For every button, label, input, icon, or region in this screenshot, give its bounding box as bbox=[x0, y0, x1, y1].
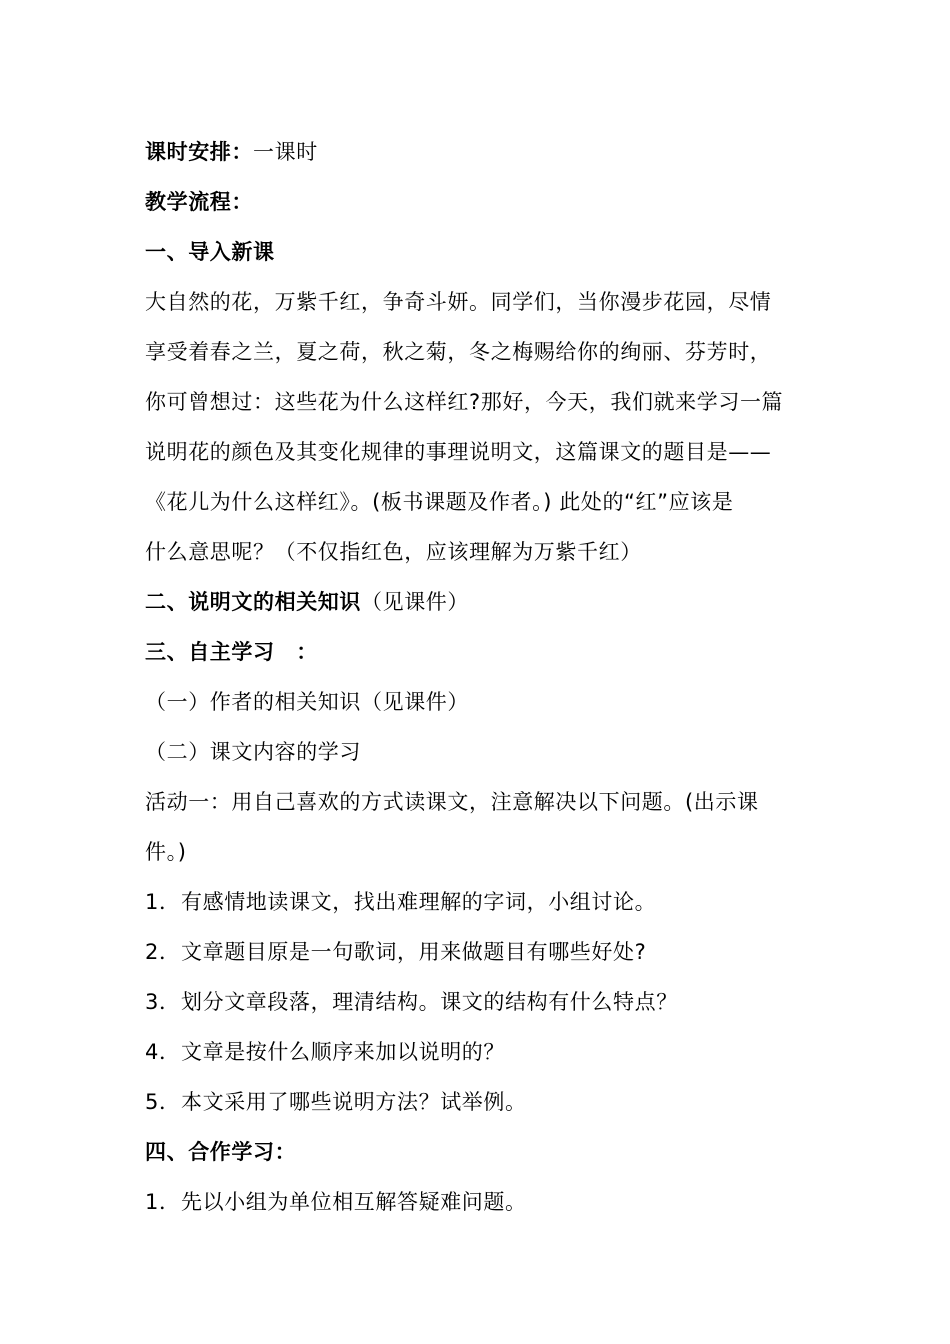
question-text: 有感情地读课文，找出难理解的字词，小组讨论。 bbox=[181, 890, 657, 914]
question-item bbox=[145, 977, 815, 1027]
document-body bbox=[145, 127, 815, 1227]
question-text: 文章题目原是一句歌词，用来做题目有哪些好处? bbox=[181, 940, 647, 964]
section1-heading: 一、导入新课 bbox=[145, 240, 275, 264]
process-heading: 教学流程： bbox=[145, 190, 253, 214]
question-text: 本文采用了哪些说明方法？试举例。 bbox=[181, 1090, 527, 1114]
section2-note: （见课件） bbox=[361, 590, 469, 614]
question-number: 4． bbox=[145, 1040, 181, 1064]
schedule-label: 课时安排： bbox=[145, 140, 253, 164]
section1-text-line: 《花儿为什么这样红》。(板书课题及作者。) 此处的“红”应该是 bbox=[145, 490, 734, 514]
section3-sub1: （一）作者的相关知识（见课件） bbox=[145, 690, 469, 714]
section1-text-line: 大自然的花，万紫千红，争奇斗妍。同学们，当你漫步花园，尽情 bbox=[145, 290, 772, 314]
section3-sub2: （二）课文内容的学习 bbox=[145, 740, 361, 764]
section1-text-line: 说明花的颜色及其变化规律的事理说明文，这篇课文的题目是—— bbox=[145, 440, 772, 464]
section1-text-line: 什么意思呢？（不仅指红色，应该理解为万紫千红） bbox=[145, 540, 642, 564]
section3-heading: 三、自主学习 ： bbox=[145, 640, 318, 664]
section4-item-number: 1． bbox=[145, 1190, 181, 1214]
section2-line bbox=[145, 577, 815, 627]
section4-item bbox=[145, 1177, 815, 1227]
question-number: 2． bbox=[145, 940, 181, 964]
activity-text-line: 活动一：用自己喜欢的方式读课文，注意解决以下问题。(出示课 bbox=[145, 790, 759, 814]
question-item bbox=[145, 1077, 815, 1127]
question-item bbox=[145, 1027, 815, 1077]
section4-heading: 四、合作学习： bbox=[145, 1140, 297, 1164]
section2-heading: 二、说明文的相关知识 bbox=[145, 590, 361, 614]
question-item bbox=[145, 877, 815, 927]
question-number: 5． bbox=[145, 1090, 181, 1114]
question-number: 1． bbox=[145, 890, 181, 914]
question-item bbox=[145, 927, 815, 977]
section1-text-line: 享受着春之兰，夏之荷，秋之菊，冬之梅赐给你的绚丽、芬芳时， bbox=[145, 340, 772, 364]
schedule-line bbox=[145, 127, 815, 177]
activity-text-line: 件。) bbox=[145, 840, 187, 864]
section4-item-text: 先以小组为单位相互解答疑难问题。 bbox=[181, 1190, 527, 1214]
question-number: 3． bbox=[145, 990, 181, 1014]
question-text: 文章是按什么顺序来加以说明的？ bbox=[181, 1040, 505, 1064]
section1-text-line: 你可曾想过：这些花为什么这样红?那好，今天，我们就来学习一篇 bbox=[145, 390, 784, 414]
schedule-value: 一课时 bbox=[253, 140, 318, 164]
question-text: 划分文章段落，理清结构。课文的结构有什么特点？ bbox=[181, 990, 678, 1014]
